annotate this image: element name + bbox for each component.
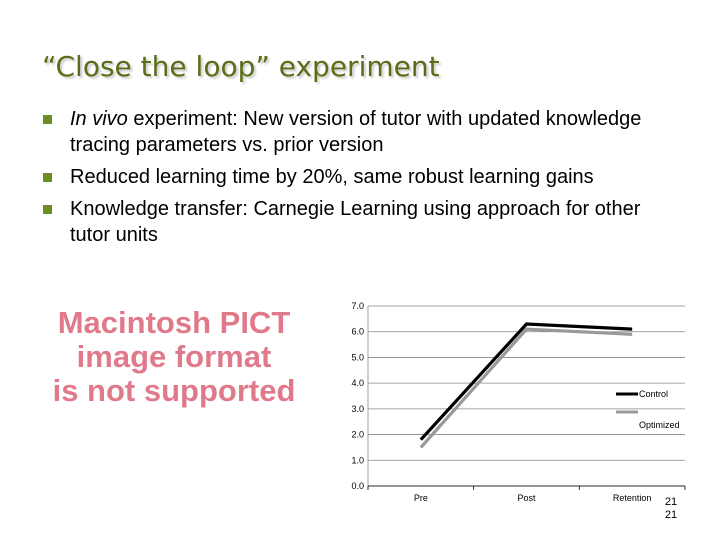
- line-chart: [330, 290, 700, 515]
- series-line-control: [421, 324, 632, 440]
- square-bullet-icon: [43, 173, 52, 182]
- x-tick-label: Post: [517, 493, 536, 503]
- series-line-optimized: [421, 329, 632, 447]
- y-tick-label: 4.0: [351, 378, 364, 389]
- placeholder-line: is not supported: [52, 373, 296, 408]
- y-tick-label: 6.0: [351, 326, 364, 337]
- unsupported-image-placeholder: [14, 306, 334, 408]
- slide-number-text: 21: [664, 509, 678, 521]
- bullet-text: experiment: New version of tutor with updated knowledge tracing parameters vs. prior version: [70, 108, 642, 156]
- y-tick-label: 1.0: [351, 455, 364, 466]
- placeholder-line: Macintosh PICT: [57, 305, 291, 340]
- slide-title: “Close the loop” experiment: [42, 50, 440, 83]
- bullet-text: Knowledge transfer: Carnegie Learning using approach for other tutor units: [70, 198, 641, 246]
- y-tick-label: 0.0: [351, 481, 364, 491]
- legend-label: Control: [639, 389, 669, 399]
- y-tick-label: 5.0: [351, 352, 364, 363]
- bullet-item: [40, 106, 670, 158]
- square-bullet-icon: [43, 205, 52, 214]
- placeholder-line: image format: [76, 339, 272, 374]
- y-tick-label: 7.0: [351, 301, 364, 311]
- square-bullet-icon: [43, 115, 52, 124]
- slide-number: [664, 496, 678, 522]
- bullet-italic-prefix: In vivo: [70, 108, 128, 130]
- legend-label: Optimized: [639, 420, 680, 430]
- x-tick-label: Pre: [413, 493, 428, 503]
- y-tick-label: 3.0: [351, 403, 364, 414]
- slide-number-text: 21: [664, 496, 678, 508]
- y-tick-label: 2.0: [351, 429, 364, 440]
- bullet-text: Reduced learning time by 20%, same robust learning gains: [70, 166, 594, 188]
- bullet-item: [40, 196, 670, 248]
- bullet-item: [40, 164, 670, 190]
- x-tick-label: Retention: [612, 493, 652, 503]
- bullet-list: [40, 106, 670, 254]
